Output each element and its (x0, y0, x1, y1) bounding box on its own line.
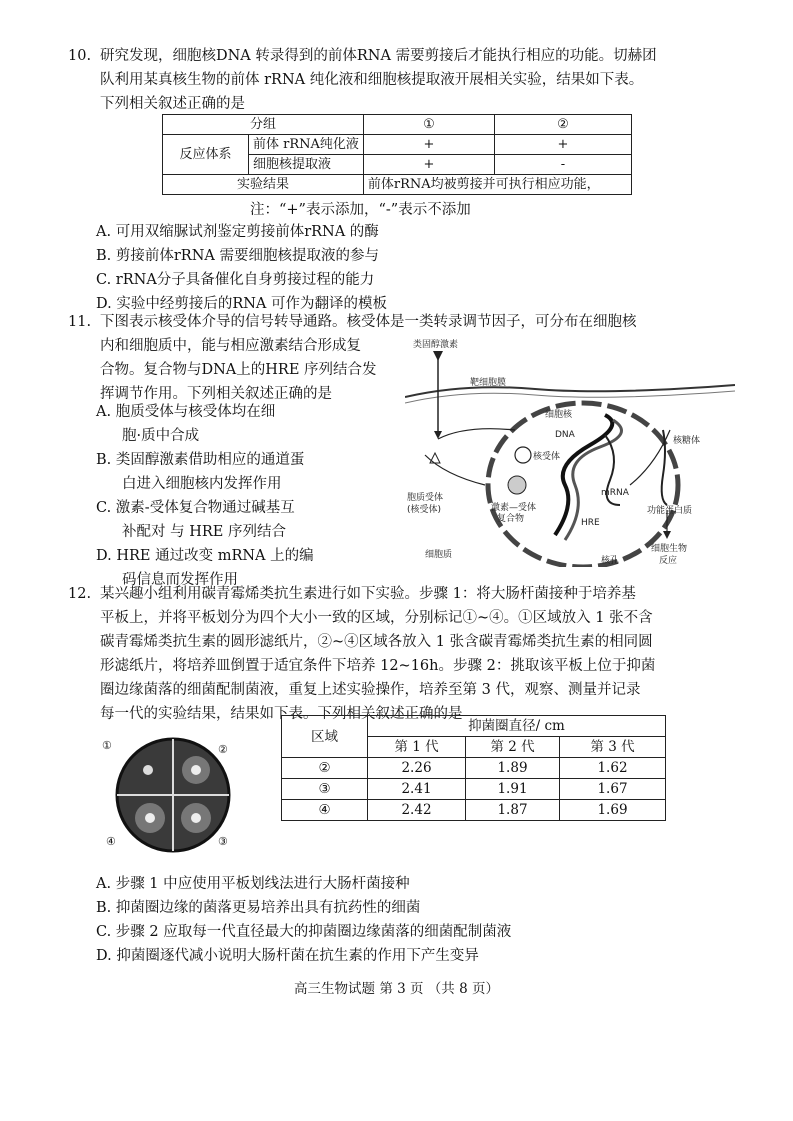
question-number: 12. (68, 586, 92, 602)
hormone-shape (433, 351, 443, 361)
filter-disc (143, 765, 153, 775)
q10-table (162, 114, 632, 195)
complex-shape (508, 476, 526, 494)
q12-table (281, 715, 666, 821)
question-text: 内和细胞质中，能与相应激素结合形成复 (100, 338, 361, 354)
arrowhead (663, 531, 671, 539)
label-mrna: mRNA (601, 488, 629, 498)
option-a-cont: 胞·质中合成 (122, 428, 200, 444)
question-text: 某兴趣小组利用碳青霉烯类抗生素进行如下实验。步骤 1：将大肠杆菌接种于培养基 (100, 586, 636, 602)
question-text: 平板上，并将平板划分为四个大小一致的区域，分别标记①~④。①区域放入 1 张不含 (100, 610, 653, 626)
filter-disc (145, 813, 155, 823)
table-row (282, 779, 666, 800)
question-12 (68, 582, 778, 726)
label-functional-protein: 功能蛋白质 (647, 506, 693, 516)
question-text: 下图表示核受体介导的信号转导通路。核受体是一类转录调节因子，可分布在细胞核 (100, 314, 637, 330)
question-text: 挥调节作用。下列相关叙述正确的是 (100, 386, 332, 402)
table-row (282, 758, 666, 779)
table-row (282, 800, 666, 821)
q10-options (68, 220, 768, 316)
label-membrane: 靶细胞膜 (470, 378, 507, 388)
question-text: 合物。复合物与DNA上的HRE 序列结合发 (100, 362, 377, 378)
plate-label: ④ (106, 835, 116, 848)
label-hre: HRE (581, 518, 600, 528)
question-10 (68, 44, 768, 116)
plate-label: ① (102, 739, 112, 752)
table-header: ② (494, 115, 631, 135)
filter-disc (191, 765, 201, 775)
question-number: 11. (68, 314, 92, 330)
table-cell: 2.42 (368, 800, 466, 821)
label-cytoplasm: 细胞质 (425, 550, 453, 560)
table-cell: ④ (282, 800, 368, 821)
page-footer: 高三生物试题 第 3 页 （共 8 页） (294, 981, 499, 997)
table-cell: - (494, 155, 631, 175)
label-bio-reaction: 细胞生物 (651, 544, 688, 554)
option-d: D. HRE 通过改变 mRNA 上的编 (96, 548, 314, 564)
table-cell: 1.62 (560, 758, 666, 779)
table-header: 第 3 代 (560, 737, 666, 758)
option-d-cont: 码信息而发挥作用 (122, 572, 238, 588)
q11-options (68, 400, 398, 592)
option-c: C. 激素-受体复合物通过碱基互 (96, 500, 295, 516)
label-complex: 激素—受体 (491, 503, 537, 513)
label-hormone: 类固醇激素 (413, 340, 459, 350)
option-c: C. 步骤 2 应取每一代直径最大的抑菌圈边缘菌落的细菌配制菌液 (96, 924, 512, 940)
table-cell: 实验结果 (163, 175, 364, 195)
table-cell: + (494, 135, 631, 155)
label-dna: DNA (555, 430, 575, 440)
option-b-cont: 白进入细胞核内发挥作用 (122, 476, 282, 492)
question-text: 形滤纸片，将培养皿倒置于适宜条件下培养 12~16h。步骤 2：挑取该平板上位于抑菌 (100, 658, 656, 674)
option-d: D. 实验中经剪接后的RNA 可作为翻译的模板 (96, 296, 388, 312)
label-nuclear-pore: 核孔 (601, 556, 620, 566)
option-c-cont: 补配对 与 HRE 序列结合 (122, 524, 286, 540)
table-cell: ② (282, 758, 368, 779)
plate-label: ② (218, 743, 228, 756)
table-header: ① (363, 115, 494, 135)
label-bio-reaction-2: 反应 (659, 556, 678, 566)
pathway-svg (405, 335, 735, 567)
nuclear-receptor-shape (515, 447, 531, 463)
question-text: 圈边缘菌落的细菌配制菌液，重复上述实验操作，培养至第 3 代，观察、测量并记录 (100, 682, 641, 698)
option-b: B. 类固醇激素借助相应的通道蛋 (96, 452, 305, 468)
label-cyto-receptor: 胞质受体 (407, 493, 444, 503)
plate-label: ③ (218, 835, 228, 848)
table-cell: 1.67 (560, 779, 666, 800)
table-note: 注：“+”表示添加，“-”表示不添加 (250, 202, 471, 218)
q12-options (68, 872, 778, 968)
table-header: 分组 (163, 115, 364, 135)
question-text: 每一代的实验结果，结果如下表。下列相关叙述正确的是 (100, 706, 463, 722)
table-cell: + (363, 155, 494, 175)
table-cell: 2.26 (368, 758, 466, 779)
label-ribosome: 核糖体 (673, 436, 701, 446)
question-text: 下列相关叙述正确的是 (100, 96, 245, 112)
option-a: A. 步骤 1 中应使用平板划线法进行大肠杆菌接种 (96, 876, 410, 892)
option-c: C. rRNA分子具备催化自身剪接过程的能力 (96, 272, 375, 288)
question-text: 碳青霉烯类抗生素的圆形滤纸片，②~④区域各放入 1 张含碳青霉烯类抗生素的相同圆 (100, 634, 653, 650)
table-cell: 细胞核提取液 (249, 155, 364, 175)
table-header: 第 2 代 (466, 737, 560, 758)
filter-disc (191, 813, 201, 823)
table-cell: 反应体系 (163, 135, 249, 175)
table-cell: + (363, 135, 494, 155)
table-cell: ③ (282, 779, 368, 800)
membrane-line-inner (405, 391, 735, 403)
option-a: A. 可用双缩脲试剂鉴定剪接前体rRNA 的酶 (96, 224, 379, 240)
table-header: 抑菌圈直径/ cm (368, 716, 666, 737)
label-nuclear-receptor: 核受体 (533, 452, 561, 462)
table-cell: 1.69 (560, 800, 666, 821)
pathway-arrow (425, 455, 485, 485)
table-cell: 1.89 (466, 758, 560, 779)
table-cell: 1.91 (466, 779, 560, 800)
table-cell: 2.41 (368, 779, 466, 800)
question-number: 10. (68, 48, 92, 64)
label-nucleus: 细胞核 (545, 410, 573, 420)
signal-pathway-diagram (405, 335, 735, 567)
question-text: 研究发现，细胞核DNA 转录得到的前体RNA 需要剪接后才能执行相应的功能。切赫团 (100, 48, 657, 64)
option-b: B. 剪接前体rRNA 需要细胞核提取液的参与 (96, 248, 379, 264)
table-header: 区域 (282, 716, 368, 758)
option-a: A. 胞质受体与核受体均在细 (96, 404, 276, 420)
table-cell: 前体rRNA均被剪接并可执行相应功能， (363, 175, 631, 195)
label-cyto-receptor-2: (核受体) (407, 505, 442, 515)
table-cell: 前体 rRNA纯化液 (249, 135, 364, 155)
petri-plate (102, 730, 238, 860)
option-b: B. 抑菌圈边缘的菌落更易培养出具有抗药性的细菌 (96, 900, 421, 916)
table-cell: 1.87 (466, 800, 560, 821)
question-text: 队利用某真核生物的前体 rRNA 纯化液和细胞核提取液开展相关实验，结果如下表。 (100, 72, 644, 88)
label-complex-2: 复合物 (497, 514, 525, 524)
table-header: 第 1 代 (368, 737, 466, 758)
option-d: D. 抑菌圈逐代减小说明大肠杆菌在抗生素的作用下产生变异 (96, 948, 479, 964)
